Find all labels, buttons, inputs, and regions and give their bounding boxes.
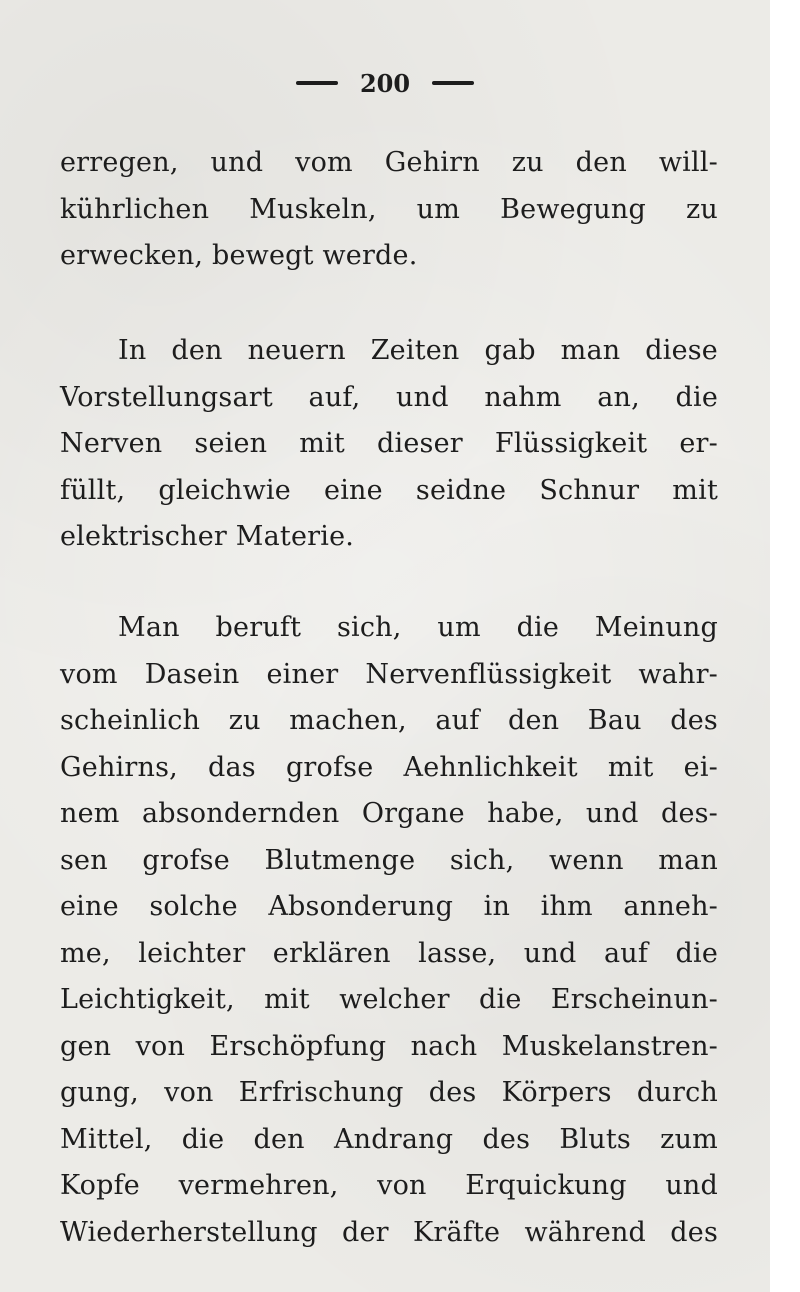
text-line: eine solche Absonderung in ihm anneh-: [60, 891, 718, 922]
text-line: elektrischer Materie.: [60, 521, 355, 552]
text-line: Vorstellungsart auf, und nahm an, die: [60, 381, 718, 413]
text-line: erwecken, bewegt werde.: [60, 240, 418, 271]
paragraph-2: [60, 328, 718, 561]
text-line: scheinlich zu machen, auf den Bau des: [60, 705, 718, 736]
text-line: Mittel, die den Andrang des Bluts zum: [60, 1123, 718, 1155]
page-header: [0, 68, 770, 98]
text-line: nem absondernden Organe habe, und des-: [60, 798, 718, 829]
text-line: Kopfe vermehren, von Erquickung und: [60, 1170, 718, 1201]
text-line: me, leichter erklären lasse, und auf die: [60, 937, 718, 969]
text-line: sen grofse Blutmenge sich, wenn man: [60, 844, 718, 876]
right-header-rule: [432, 81, 474, 85]
text-line: Leichtigkeit, mit welcher die Erscheinun-: [60, 984, 718, 1015]
page-number: 200: [359, 68, 411, 98]
text-line: Gehirns, das grofse Aehnlichkeit mit ei-: [60, 751, 718, 783]
text-line: In den neuern Zeiten gab man diese: [118, 335, 718, 366]
paragraph-3: [60, 605, 718, 1256]
text-line: Man beruft sich, um die Meinung: [118, 612, 718, 643]
text-line: gung, von Erfrischung des Körpers durch: [60, 1077, 718, 1108]
text-line: kührlichen Muskeln, um Bewegung zu: [60, 193, 718, 225]
text-line: vom Dasein einer Nervenflüssigkeit wahr-: [60, 658, 718, 690]
text-line: füllt, gleichwie eine seidne Schnur mit: [60, 474, 718, 506]
left-header-rule: [296, 81, 338, 85]
text-line: Nerven seien mit dieser Flüssigkeit er-: [60, 428, 718, 459]
text-line: gen von Erschöpfung nach Muskelanstren-: [60, 1030, 718, 1062]
paragraph-1: [60, 140, 718, 280]
text-line: erregen, und vom Gehirn zu den will-: [60, 147, 718, 178]
text-line: Wiederherstellung der Kräfte während des: [60, 1216, 718, 1248]
